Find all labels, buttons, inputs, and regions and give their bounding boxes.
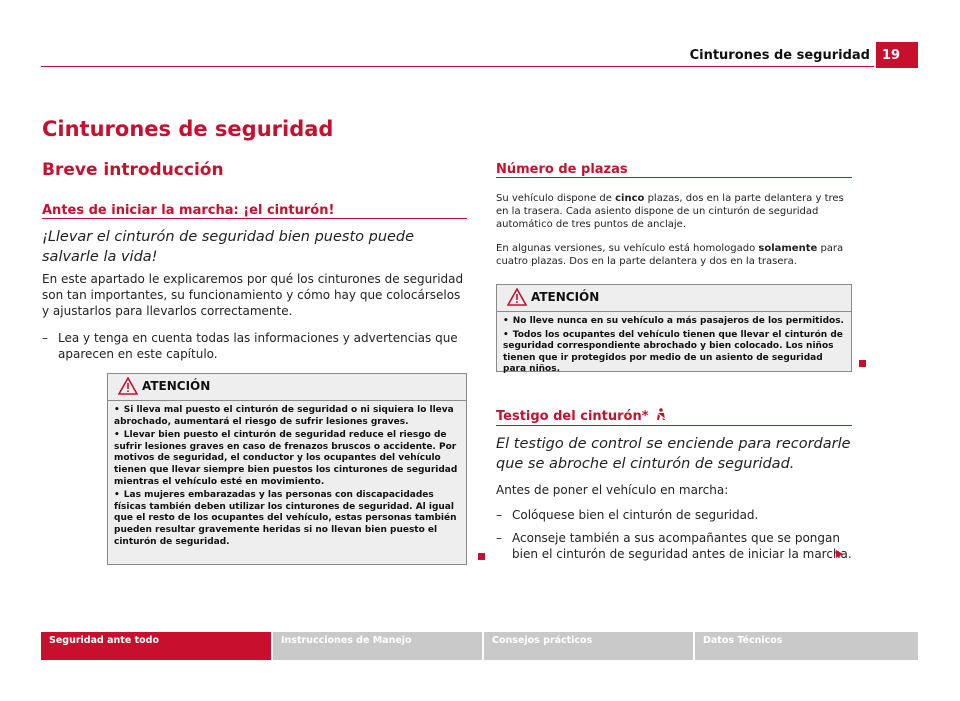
testigo-dash-item: – Aconseje también a sus acompañantes que se pongan bien el cinturón de seguridad antes de iniciar la marcha. [496,531,852,561]
testigo-lead: El testigo de control se enciende para recordarle que se abroche el cinturón de seguridad. [496,436,851,472]
warning-bullet: • No lleve nunca en su vehículo a más pasajeros de los permitidos. [503,316,844,326]
dash-marker: – [496,531,502,545]
dash-marker: – [496,508,502,522]
left-dash-item [42,330,470,362]
warning-header [108,374,466,401]
warning-triangle-icon [118,377,138,395]
chapter-title: Cinturones de seguridad [42,117,334,141]
testigo-rule [496,425,852,426]
warning-box-left [107,373,467,565]
left-subheading-rule [42,218,467,219]
section-end-mark [859,360,866,367]
left-dash-text: Lea y tenga en cuenta todas las informaciones y advertencias que aparecen en este capítulo. [58,331,458,361]
section-end-mark [478,553,485,560]
warning-triangle-icon [507,288,527,306]
warning-bullet: • Llevar bien puesto el cinturón de seguridad reduce el riesgo de sufrir lesiones graves en caso de frenazos bruscos o accidente. Por motivos de seguridad, el conductor y los ocupantes del vehículo tienen que llevar siempre bien puestos los cinturones de seguridad mientras el vehículo esté en movimiento. [114,430,458,487]
left-subheading: Antes de iniciar la marcha: ¡el cinturón! [42,203,335,218]
testigo-dash-item: – Colóquese bien el cinturón de seguridad. [496,508,759,522]
section-title: Breve introducción [42,160,224,180]
plazas-paragraph-1: Su vehículo dispone de cinco plazas, dos en la parte delantera y tres en la trasera. Cada asiento dispone de un cinturón de seguridad automático de tres puntos de anclaje. [496,193,844,230]
testigo-heading: Testigo del cinturón* [496,408,666,424]
warning-bullet: • Si lleva mal puesto el cinturón de seguridad o ni siquiera lo lleva abrochado, aumentará el riesgo de sufrir lesiones graves. [114,405,454,427]
warning-title: ATENCIÓN [531,290,600,304]
footer-nav [41,632,918,660]
plazas-paragraph-2: En algunas versiones, su vehículo está homologado solamente para cuatro plazas. Dos en la parte delantera y dos en la trasera. [496,243,844,267]
warning-body [503,316,845,378]
left-lead: ¡Llevar el cinturón de seguridad bien puesto puede salvarle la vida! [42,229,415,265]
warning-bullet: • Todos los ocupantes del vehículo tienen que llevar el cinturón de seguridad correspondiente abrochado y bien colocado. Los niños tienen que ir protegidos por medio de un asiento de seguridad para niños. [503,329,843,375]
plazas-heading: Número de plazas [496,162,628,177]
seatbelt-icon [656,408,666,421]
footer-tab-seguridad[interactable]: Seguridad ante todo [41,632,271,660]
continue-arrow-icon [836,550,843,558]
footer-tab-instrucciones[interactable]: Instrucciones de Manejo [273,632,482,660]
warning-title: ATENCIÓN [142,379,211,393]
page-number: 19 [876,42,918,68]
footer-tab-consejos[interactable]: Consejos prácticos [484,632,693,660]
warning-bullet: • Las mujeres embarazadas y las personas con discapacidades físicas también deben utilizar los cinturones de seguridad. Al igual que el resto de los ocupantes del vehículo, estas personas también pueden resultar gravemente heridas si no llevan bien puesto el cinturón de seguridad. [114,490,457,547]
footer-tab-datos[interactable]: Datos Técnicos [695,632,918,660]
left-paragraph: En este apartado le explicaremos por qué los cinturones de seguridad son tan importantes, su funcionamiento y cómo hay que colocárselos y ajustarlos para llevarlos correctamente. [42,272,464,318]
header-rule [41,66,874,67]
testigo-paragraph: Antes de poner el vehículo en marcha: [496,483,729,497]
dash-marker: – [42,331,48,345]
warning-header [497,285,851,312]
running-header-title: Cinturones de seguridad [689,48,870,63]
warning-box-right [496,284,852,375]
warning-body [114,405,460,550]
plazas-rule [496,177,852,178]
